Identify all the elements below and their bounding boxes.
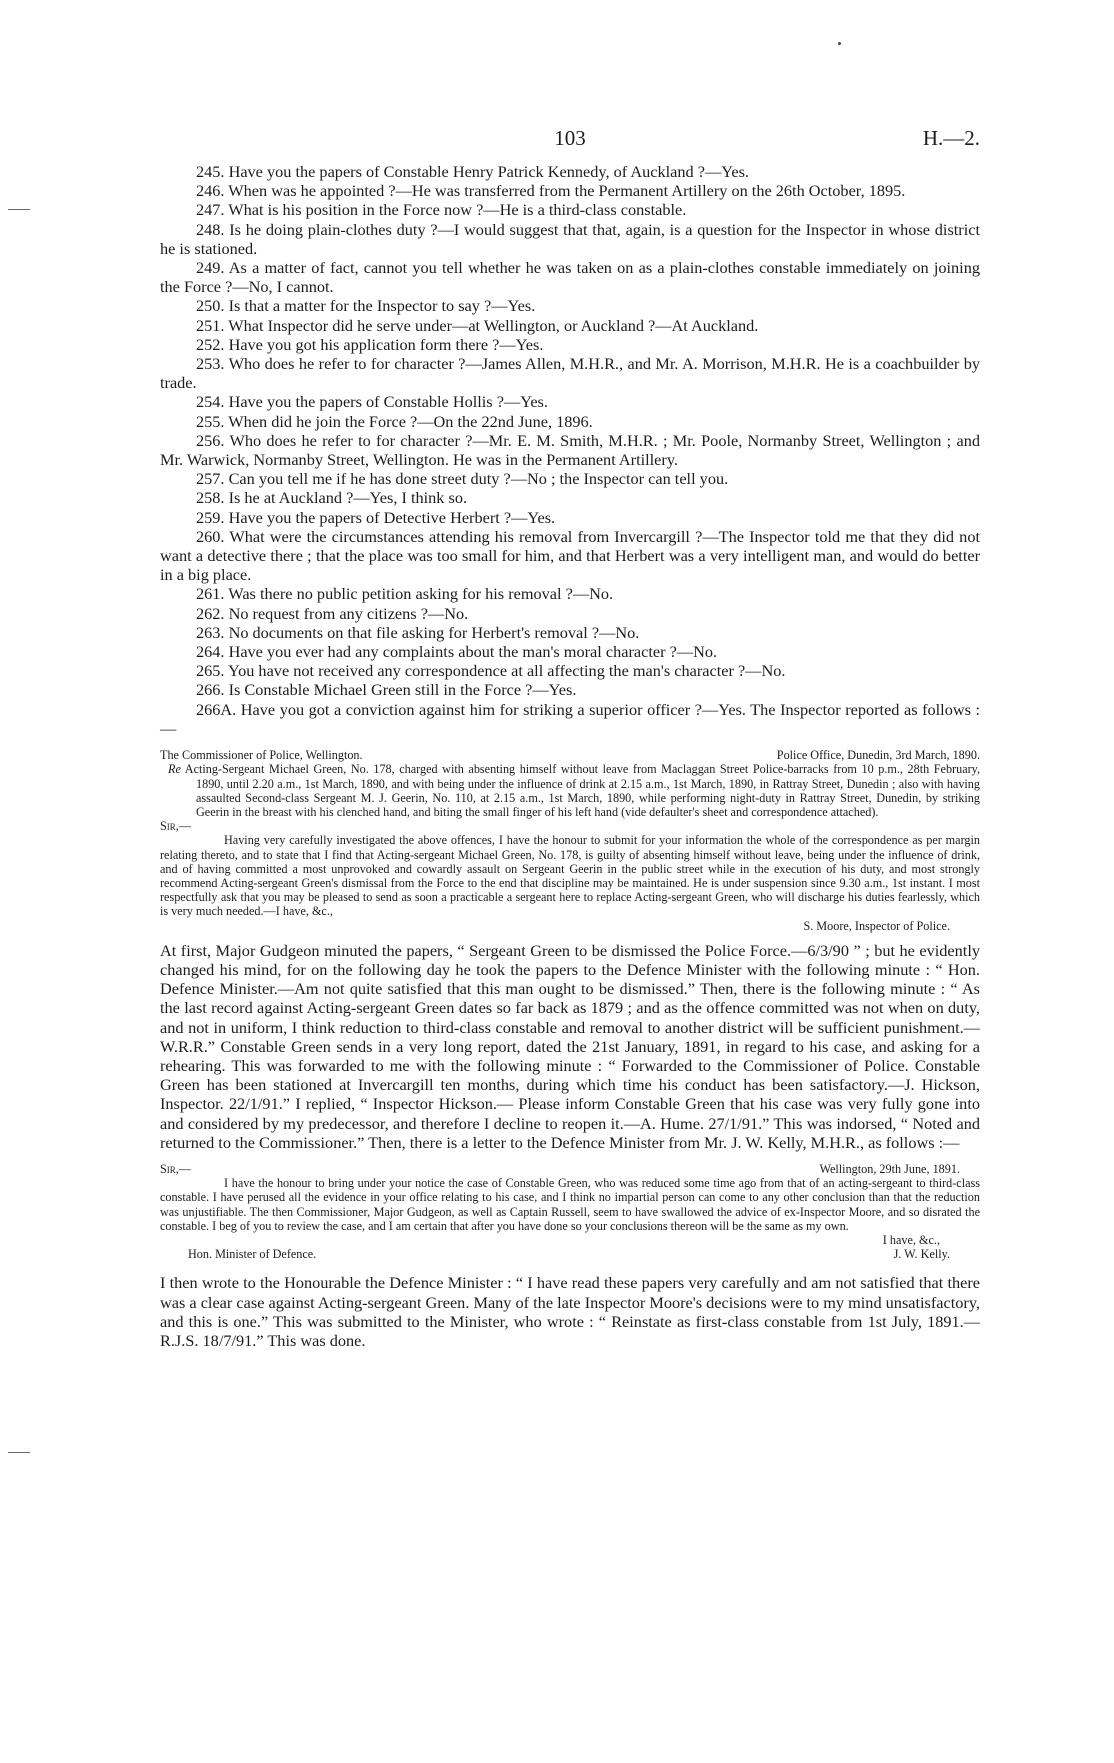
document-reference: H.—2. (922, 126, 980, 150)
letter-body: I have the honour to bring under your notice the case of Constable Green, who was reduced some time ago from that of an acting-sergeant to third-class constable. I have perused all the evidence in your office relating to his case, and I think no impartial person can come to any other conclusion than that the reduction was unjustifiable. The then Commissioner, Major Gudgeon, as well as Captain Russell, seem to have swallowed the advice of ex-Inspector Moore, and so disrated the constable. I beg of you to review the case, and I am certain that after you have done so your conclusions thereon will be the same as my own. (160, 1176, 980, 1233)
letter-place-date: Police Office, Dunedin, 3rd March, 1890. (776, 748, 980, 763)
qa-item: 247. What is his position in the Force now ?—He is a third-class constable. (196, 200, 687, 220)
page-header (160, 122, 980, 162)
page-number: 103 (554, 126, 586, 150)
qa-item: 250. Is that a matter for the Inspector to say ?—Yes. (196, 296, 536, 316)
kelly-letter (160, 1162, 980, 1261)
qa-item: 266. Is Constable Michael Green still in the Force ?—Yes. (196, 680, 577, 700)
qa-item: 262. No request from any citizens ?—No. (196, 603, 469, 623)
qa-item: 257. Can you tell me if he has done street duty ?—No ; the Inspector can tell you. (196, 469, 729, 489)
letter-signature: S. Moore, Inspector of Police. (803, 918, 950, 933)
qa-item: 249. As a matter of fact, cannot you tell whether he was taken on as a plain-clothes constable immediately on joining the Force ?—No, I cannot. (160, 258, 980, 297)
qa-item: 248. Is he doing plain-clothes duty ?—I would suggest that that, again, is a question for the Inspector in whose district he is stationed. (160, 219, 980, 258)
letter-salutation: Sir,— (160, 819, 192, 834)
narrative-paragraph: I then wrote to the Honourable the Defence Minister : “ I have read these papers very carefully and am not satisfied that there was a clear case against Acting-sergeant Green. Many of the late Inspector Moore's decisions were to my mind unsatisfactory, and this is one.” This was submitted to the Minister, who wrote : “ Reinstate as first-class constable from 1st July, 1891.—R.J.S. 18/7/91.” This was done. (160, 1273, 980, 1350)
qa-item: 258. Is he at Auckland ?—Yes, I think so. (196, 488, 468, 508)
letter-salutation: Sir,— (160, 1161, 192, 1176)
margin-mark (8, 209, 30, 210)
letter-addressee: Hon. Minister of Defence. (188, 1247, 317, 1262)
letter-signature: J. W. Kelly. (893, 1247, 950, 1262)
qa-item: 253. Who does he refer to for character ?—James Allen, M.H.R., and Mr. A. Morrison, M.H.R. He is a coachbuilder by trade. (160, 354, 980, 393)
qa-item: 263. No documents on that file asking for Herbert's removal ?—No. (196, 622, 640, 642)
qa-item: 260. What were the circumstances attending his removal from Invercargill ?—The Inspector told me that they did not want a detective there ; that the place was too small for him, and that Herbert was a very intelligent man, and would do better in a big place. (160, 526, 980, 585)
letter-subject (160, 762, 980, 819)
letter-heading (160, 748, 980, 762)
inspector-letter (160, 748, 980, 933)
qa-item: 265. You have not received any correspondence at all affecting the man's character ?—No. (196, 661, 786, 681)
re-text: Acting-Sergeant Michael Green, No. 178, charged with absenting himself without leave from Maclaggan Street Police-barracks from 10 p.m., 28th February, 1890, until 2.20 a.m., 1st March, 1890, and with being under the influence of drink at 2.15 a.m., 1st March, 1890, in Rattray Street, Dunedin ; also with having assaulted Second-class Sergeant M. J. Geerin, No. 110, at 2.15 a.m., 1st March, 1890, while performing night-duty in Rattray Street, Dunedin, by striking Geerin in the breast with his clenched hand, and biting the small finger of his left hand (vide defaulter's sheet and correspondence attached). (184, 762, 981, 819)
qa-item: 245. Have you the papers of Constable Henry Patrick Kennedy, of Auckland ?—Yes. (196, 162, 749, 181)
letter-footer (160, 1247, 980, 1261)
qa-item: 266A. Have you got a conviction against him for striking a superior officer ?—Yes. The Inspector reported as follows :— (160, 699, 980, 738)
qa-item: 261. Was there no public petition asking for his removal ?—No. (196, 584, 614, 604)
qa-item: 254. Have you the papers of Constable Hollis ?—Yes. (196, 392, 548, 412)
qa-item: 252. Have you got his application form there ?—Yes. (196, 334, 544, 354)
letter-body: Having very carefully investigated the above offences, I have the honour to submit for your information the whole of the correspondence as per margin relating thereto, and to state that I find that Acting-sergeant Michael Green, No. 178, is guilty of absenting himself without leave, being under the influence of drink, and of having committed a most unprovoked and cowardly assault on Sergeant Geerin in the public street while in the execution of his duty, and most strongly recommend Acting-sergeant Green's dismissal from the Force to the end that discipline may be maintained. He is under suspension since 9.30 a.m., 1st instant. I most respectfully ask that you may be pleased to send as soon a practicable a sergeant here to replace Acting-sergeant Green, who will discharge his duties fearlessly, which is very much needed.—I have, &c., (160, 833, 980, 919)
document-page (160, 0, 980, 1350)
letter-place-date: Wellington, 29th June, 1891. (819, 1161, 960, 1176)
letter-closing: I have, &c., (882, 1232, 940, 1247)
qa-item: 256. Who does he refer to for character ?—Mr. E. M. Smith, M.H.R. ; Mr. Poole, Normanby Street, Wellington ; and Mr. Warwick, Normanby Street, Wellington. He was in the Permanent Artillery. (160, 430, 980, 470)
qa-item: 264. Have you ever had any complaints about the man's moral character ?—No. (196, 642, 718, 662)
margin-mark (8, 1452, 30, 1453)
qa-item: 251. What Inspector did he serve under—at Wellington, or Auckland ?—At Auckland. (196, 315, 759, 335)
qa-item: 259. Have you the papers of Detective Herbert ?—Yes. (196, 507, 556, 527)
qa-item: 246. When was he appointed ?—He was transferred from the Permanent Artillery on the 26th October, 1895. (196, 181, 906, 201)
letter-addressee: The Commissioner of Police, Wellington. (160, 748, 363, 763)
re-label: Re (168, 762, 181, 777)
letter-heading (160, 1162, 980, 1176)
narrative-paragraph: At first, Major Gudgeon minuted the papers, “ Sergeant Green to be dismissed the Police Force.—6/3/90 ” ; but he evidently changed his mind, for on the following day he took the papers to the Defence Minister with the following minute : “ Hon. Defence Minister.—Am not quite satisfied that this man ought to be dismissed.” Then, there is the following minute : “ As the last record against Acting-sergeant Green dates so far back as 1879 ; and as the offence committed was not when on duty, and not in uniform, I think reduction to third-class constable and removal to another district will be sufficient punishment.—W.R.R.” Constable Green sends in a very long report, dated the 21st January, 1891, in regard to his case, and asking for a rehearing. This was forwarded to me with the following minute : “ Forwarded to the Commissioner of Police. Constable Green has been stationed at Invercargill ten months, during which time his conduct has been satisfactory.—J. Hickson, Inspector. 22/1/91.” I replied, “ Inspector Hickson.— Please inform Constable Green that his case was very fully gone into and considered by my predecessor, and therefore I decline to reopen it.—A. Hume. 27/1/91.” This was indorsed, “ Noted and returned to the Commissioner.” Then, there is a letter to the Defence Minister from Mr. J. W. Kelly, M.H.R., as follows :— (160, 940, 980, 1152)
qa-list (160, 162, 980, 738)
qa-item: 255. When did he join the Force ?—On the 22nd June, 1896. (196, 411, 593, 431)
